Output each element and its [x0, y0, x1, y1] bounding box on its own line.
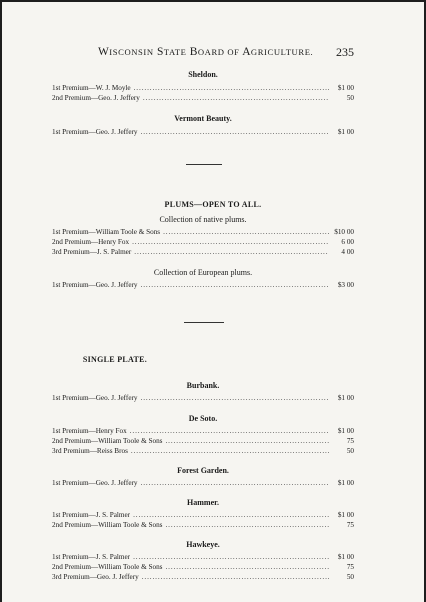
leader-dots: [134, 247, 329, 257]
premium-amount: $1 00: [337, 479, 354, 487]
premium-amount: 50: [346, 447, 354, 455]
premium-row: [52, 446, 354, 456]
group-heading: Forest Garden.: [177, 466, 229, 475]
premium-label: 2nd Premium—William Toole & Sons: [52, 563, 163, 571]
premium-row: [52, 247, 354, 257]
premium-row: [52, 426, 354, 436]
running-title-word-1-rest: ISCONSIN: [109, 47, 154, 57]
leader-dots: [141, 478, 329, 488]
premium-row: [52, 572, 354, 582]
premium-label: 2nd Premium—William Toole & Sons: [52, 521, 163, 529]
document-page: [2, 2, 424, 602]
premium-group-vermont-beauty: [52, 114, 354, 137]
running-title-word-2-rest: TATE: [163, 47, 187, 57]
leader-dots: [134, 83, 329, 93]
premium-group-european-plums: [52, 268, 354, 290]
premium-label: 2nd Premium—William Toole & Sons: [52, 437, 163, 445]
premium-amount: $1 00: [337, 394, 354, 402]
group-heading: Burbank.: [186, 381, 220, 390]
premium-amount: $1 00: [337, 427, 354, 435]
section-divider: [186, 164, 222, 165]
page-number: 235: [336, 45, 354, 59]
premium-row: [52, 280, 354, 290]
leader-dots: [133, 552, 329, 562]
running-title-word-3-initial: B: [189, 46, 198, 58]
premium-group-forest-garden: [52, 466, 354, 488]
premium-label: 2nd Premium—Geo. J. Jeffery: [52, 94, 140, 102]
premium-amount: $1 00: [337, 84, 354, 92]
premium-amount: $3 00: [337, 281, 354, 289]
leader-dots: [165, 520, 329, 530]
premium-row: [52, 127, 354, 137]
running-title-word-3-rest: OARD OF: [197, 47, 240, 57]
premium-group-native-plums: [52, 215, 354, 257]
section-divider: [184, 322, 224, 323]
premium-amount: $1 00: [337, 553, 354, 561]
premium-label: 1st Premium—Geo. J. Jeffery: [52, 479, 138, 487]
leader-dots: [130, 426, 329, 436]
leader-dots: [131, 446, 329, 456]
premium-label: 1st Premium—Henry Fox: [52, 427, 127, 435]
premium-row: [52, 237, 354, 247]
premium-row: [52, 510, 354, 520]
premium-row: [52, 393, 354, 403]
premium-amount: 4 00: [341, 248, 354, 256]
premium-row: [52, 552, 354, 562]
running-title-word-2-initial: S: [156, 46, 164, 58]
premium-group-sheldon: [52, 70, 354, 103]
premium-label: 1st Premium—Geo. J. Jeffery: [52, 128, 138, 136]
premium-amount: 75: [346, 521, 354, 529]
premium-amount: 50: [346, 573, 354, 581]
page-header: [2, 46, 424, 60]
running-title: [98, 46, 313, 58]
leader-dots: [165, 436, 329, 446]
group-heading: Sheldon.: [188, 70, 218, 79]
group-heading: Vermont Beauty.: [174, 114, 232, 123]
leader-dots: [163, 227, 329, 237]
premium-group-burbank: [52, 381, 354, 403]
leader-dots: [165, 562, 329, 572]
leader-dots: [141, 280, 329, 290]
group-heading: De Soto.: [188, 414, 218, 423]
premium-label: 1st Premium—W. J. Moyle: [52, 84, 131, 92]
group-heading: Hammer.: [187, 498, 219, 507]
premium-row: [52, 436, 354, 446]
premium-group-hammer: [52, 498, 354, 530]
premium-label: 1st Premium—Geo. J. Jeffery: [52, 394, 138, 402]
premium-label: 1st Premium—William Toole & Sons: [52, 228, 161, 236]
premium-amount: $1 00: [337, 128, 354, 136]
leader-dots: [141, 393, 329, 403]
section-title-single-plate: SINGLE PLATE.: [82, 355, 148, 364]
premium-amount: 50: [346, 94, 354, 102]
running-title-word-1-initial: W: [98, 46, 110, 58]
premium-amount: $1 00: [337, 511, 354, 519]
premium-amount: 75: [346, 437, 354, 445]
premium-row: [52, 227, 354, 237]
premium-label: 3rd Premium—J. S. Palmer: [52, 248, 132, 256]
premium-amount: 75: [346, 563, 354, 571]
leader-dots: [141, 127, 329, 137]
premium-label: 3rd Premium—Reiss Bros: [52, 447, 128, 455]
section-title-plums: PLUMS—OPEN TO ALL.: [164, 200, 262, 209]
premium-group-de-soto: [52, 414, 354, 456]
leader-dots: [143, 93, 329, 103]
premium-row: [52, 478, 354, 488]
premium-row: [52, 93, 354, 103]
group-heading: Collection of native plums.: [159, 215, 247, 224]
premium-row: [52, 562, 354, 572]
premium-label: 1st Premium—J. S. Palmer: [52, 553, 131, 561]
premium-group-hawkeye: [52, 540, 354, 582]
premium-label: 1st Premium—J. S. Palmer: [52, 511, 131, 519]
premium-row: [52, 520, 354, 530]
premium-amount: $10 00: [334, 228, 354, 236]
leader-dots: [132, 237, 329, 247]
leader-dots: [133, 510, 329, 520]
group-heading: Hawkeye.: [186, 540, 220, 549]
group-heading: Collection of European plums.: [153, 268, 253, 277]
leader-dots: [142, 572, 329, 582]
running-title-word-4-initial: A: [242, 46, 251, 58]
premium-label: 2nd Premium—Henry Fox: [52, 238, 130, 246]
premium-label: 1st Premium—Geo. J. Jeffery: [52, 281, 138, 289]
premium-label: 3rd Premium—Geo. J. Jeffery: [52, 573, 139, 581]
running-title-word-4-rest: GRICULTURE.: [250, 47, 314, 57]
premium-row: [52, 83, 354, 93]
premium-amount: 6 00: [341, 238, 354, 246]
